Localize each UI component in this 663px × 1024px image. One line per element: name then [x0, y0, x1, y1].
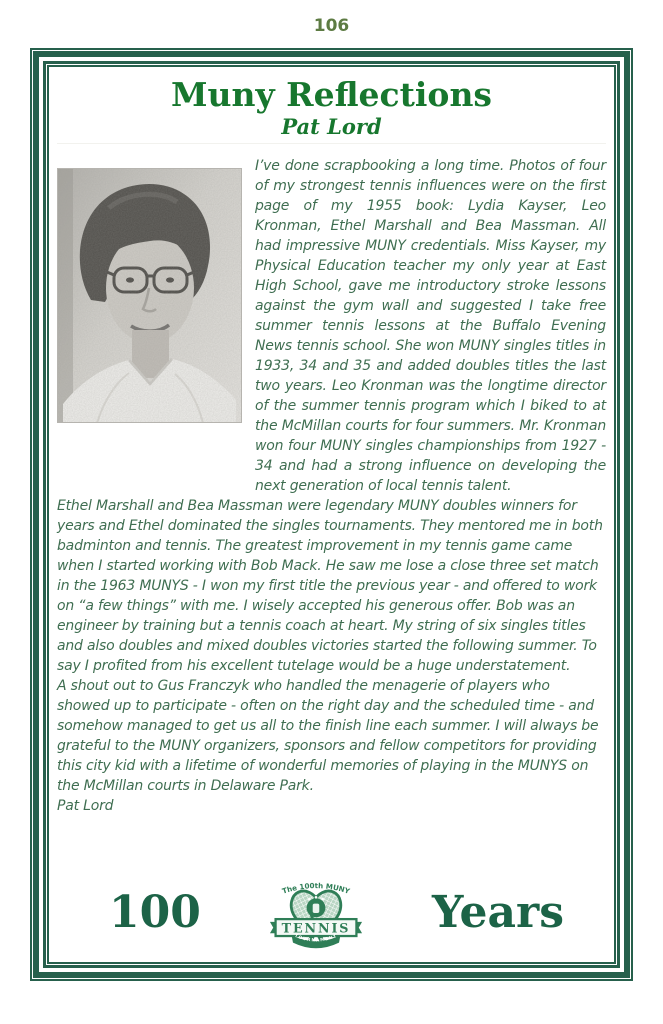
muny-tennis-logo-icon	[269, 872, 363, 954]
logo-ribbon-text: TOURNAMENT	[294, 933, 339, 944]
page-number: 106	[313, 16, 350, 36]
portrait-photo	[57, 168, 242, 423]
paragraph-lead: I’ve done scrapbooking a long time. Photos of four of my strongest tennis influences were on the first page of my 1955 book: Lydia Kayser, Leo Kronman, Ethel Marshall and Bea Massman. All had impressive MUNY credentials. Miss Kayser, my Physical Education teacher my only year at East High School, gave me introductory stroke lessons against the gym wall and suggested I take free summer tennis lessons at the Buffalo Evening News tennis school. She won MUNY singles titles in 1933, 34 and 35 and added doubles titles the last two years. Leo Kronman was the longtime director of the summer tennis program which I biked to at the McMillan courts for four summers. Mr. Kronman won four MUNY singles championships from 1927 - 34 and had a strong influence on developing the next generation of local tennis talent.	[255, 158, 606, 495]
footer	[57, 872, 606, 956]
article-header	[57, 77, 606, 144]
photo-and-lead-paragraph	[57, 156, 606, 496]
article-body	[57, 156, 606, 816]
logo-banner-text: TENNIS	[282, 920, 351, 936]
paragraph-3: A shout out to Gus Franczyk who handled the menagerie of players who showed up to participate - often on the right day and the scheduled time - and somehow managed to get us all to the finish line each summer. I will always be grateful to the MUNY organizers, sponsors and fellow competitors for providing this city kid with a lifetime of wonderful memories of playing in the MUNYS on the McMillan courts in Delaware Park.	[57, 678, 599, 795]
tennis-banner	[270, 919, 362, 936]
article-byline: Pat Lord	[281, 113, 382, 139]
article-title: Muny Reflections	[170, 75, 493, 114]
footer-100-text: 100	[109, 887, 201, 938]
footer-years-text: Years	[431, 887, 564, 938]
svg-text:The 100th MUNY	[281, 881, 352, 896]
page-content	[49, 67, 614, 962]
signature: Pat Lord	[57, 798, 114, 815]
paragraph-2: Ethel Marshall and Bea Massman were legendary MUNY doubles winners for years and Ethel dominated the singles tournaments. They mentored me in both badminton and tennis. The greatest improvement in my tennis game came when I started working with Bob Mack. He saw me lose a close three set match in the 1963 MUNYS - I won my first title the previous year - and offered to work on “a few things” with me. I wisely accepted his generous offer. Bob was an engineer by training but a tennis coach at heart. My string of six singles titles and also doubles and mixed doubles victories started the following summer. To say I profited from his excellent tutelage would be a huge understatement.	[57, 498, 603, 675]
logo-top-text: The 100th MUNY	[281, 881, 352, 896]
decorative-border-frame	[30, 48, 633, 981]
tennis-ball-icon	[307, 896, 326, 917]
